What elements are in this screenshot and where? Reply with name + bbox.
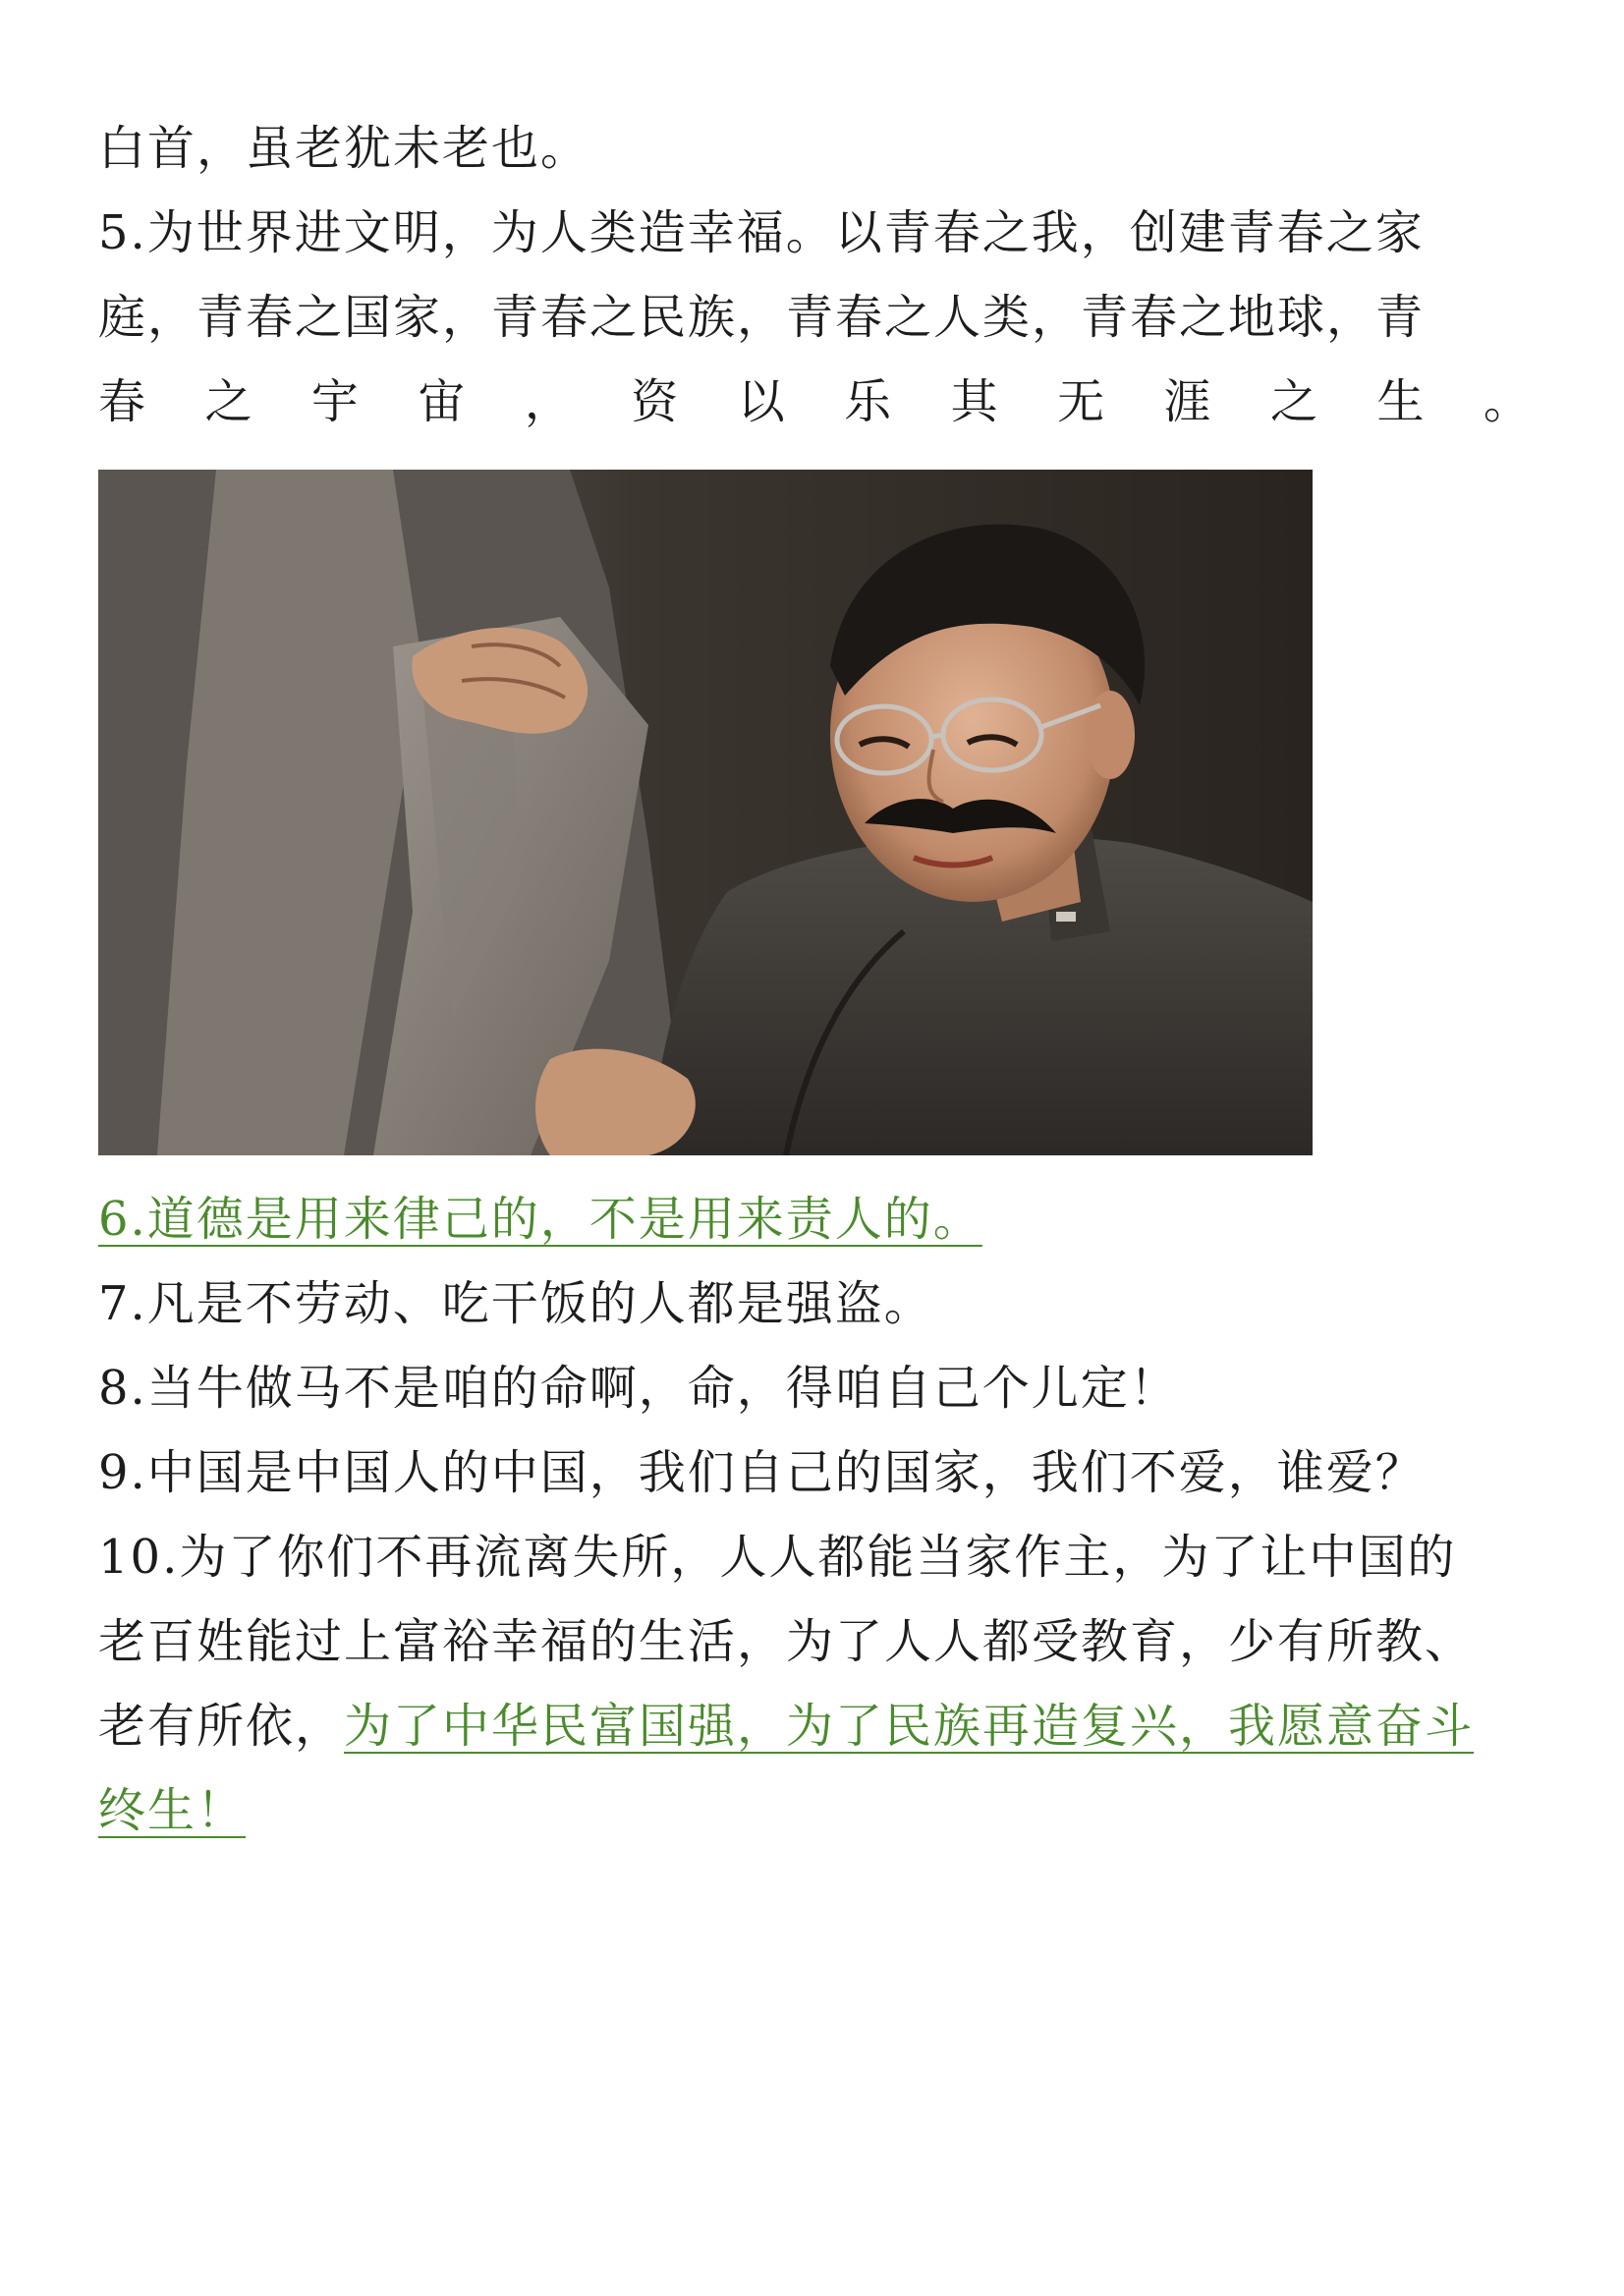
portrait-photo: [98, 470, 1313, 1155]
spread-char: 资: [631, 374, 681, 429]
quote-10-highlight-end: 终生！: [98, 1783, 247, 1838]
spread-char: 生: [1376, 374, 1427, 429]
quote-10-line-3: [98, 1684, 1533, 1768]
quote-10-line-2: 老百姓能过上富裕幸福的生活，为了人人都受教育，少有所教、: [98, 1614, 1475, 1669]
text-line-1: 白首，虽老犹未老也。: [98, 121, 590, 176]
spread-char: 宇: [310, 374, 361, 429]
quote-10-line-1: 10.为了你们不再流离失所，人人都能当家作主，为了让中国的: [98, 1530, 1457, 1585]
quote-5-line-2: 庭，青春之国家，青春之民族，青春之人类，青春之地球，青: [98, 290, 1426, 345]
quote-9: 9.中国是中国人的中国，我们自己的国家，我们不爱，谁爱？: [98, 1445, 1425, 1500]
document-page: [98, 106, 1533, 1853]
spread-char: 宙: [418, 374, 468, 429]
spread-char: ，: [524, 374, 574, 429]
quote-7: 7.凡是不劳动、吃干饭的人都是强盗。: [98, 1276, 933, 1331]
spread-char: 。: [1483, 374, 1533, 429]
spread-char: 涯: [1163, 374, 1213, 429]
portrait-illustration: [98, 470, 1313, 1155]
spread-char: 春: [98, 374, 148, 429]
quote-10-line-4: [98, 1768, 1533, 1853]
quote-10-plain: 老有所依，: [98, 1699, 345, 1754]
spread-char: 无: [1057, 374, 1107, 429]
spread-char: 其: [950, 374, 1000, 429]
quote-10-highlight: 为了中华民富国强，为了民族再造复兴，我愿意奋斗: [344, 1699, 1475, 1754]
quote-6: [98, 1177, 1533, 1261]
spread-char: 之: [1269, 374, 1319, 429]
quote-5-line-3: [98, 360, 1533, 444]
spread-char: 之: [204, 374, 254, 429]
quote-6-highlight: 6.道德是用来律己的，不是用来责人的。: [98, 1192, 982, 1247]
spread-char: 乐: [844, 374, 894, 429]
quote-8: 8.当牛做马不是咱的命啊，命，得咱自己个儿定！: [98, 1361, 1179, 1416]
quote-5-line-1: 5.为世界进文明，为人类造幸福。以青春之我，创建青春之家: [98, 205, 1425, 260]
spread-char: 以: [737, 374, 787, 429]
